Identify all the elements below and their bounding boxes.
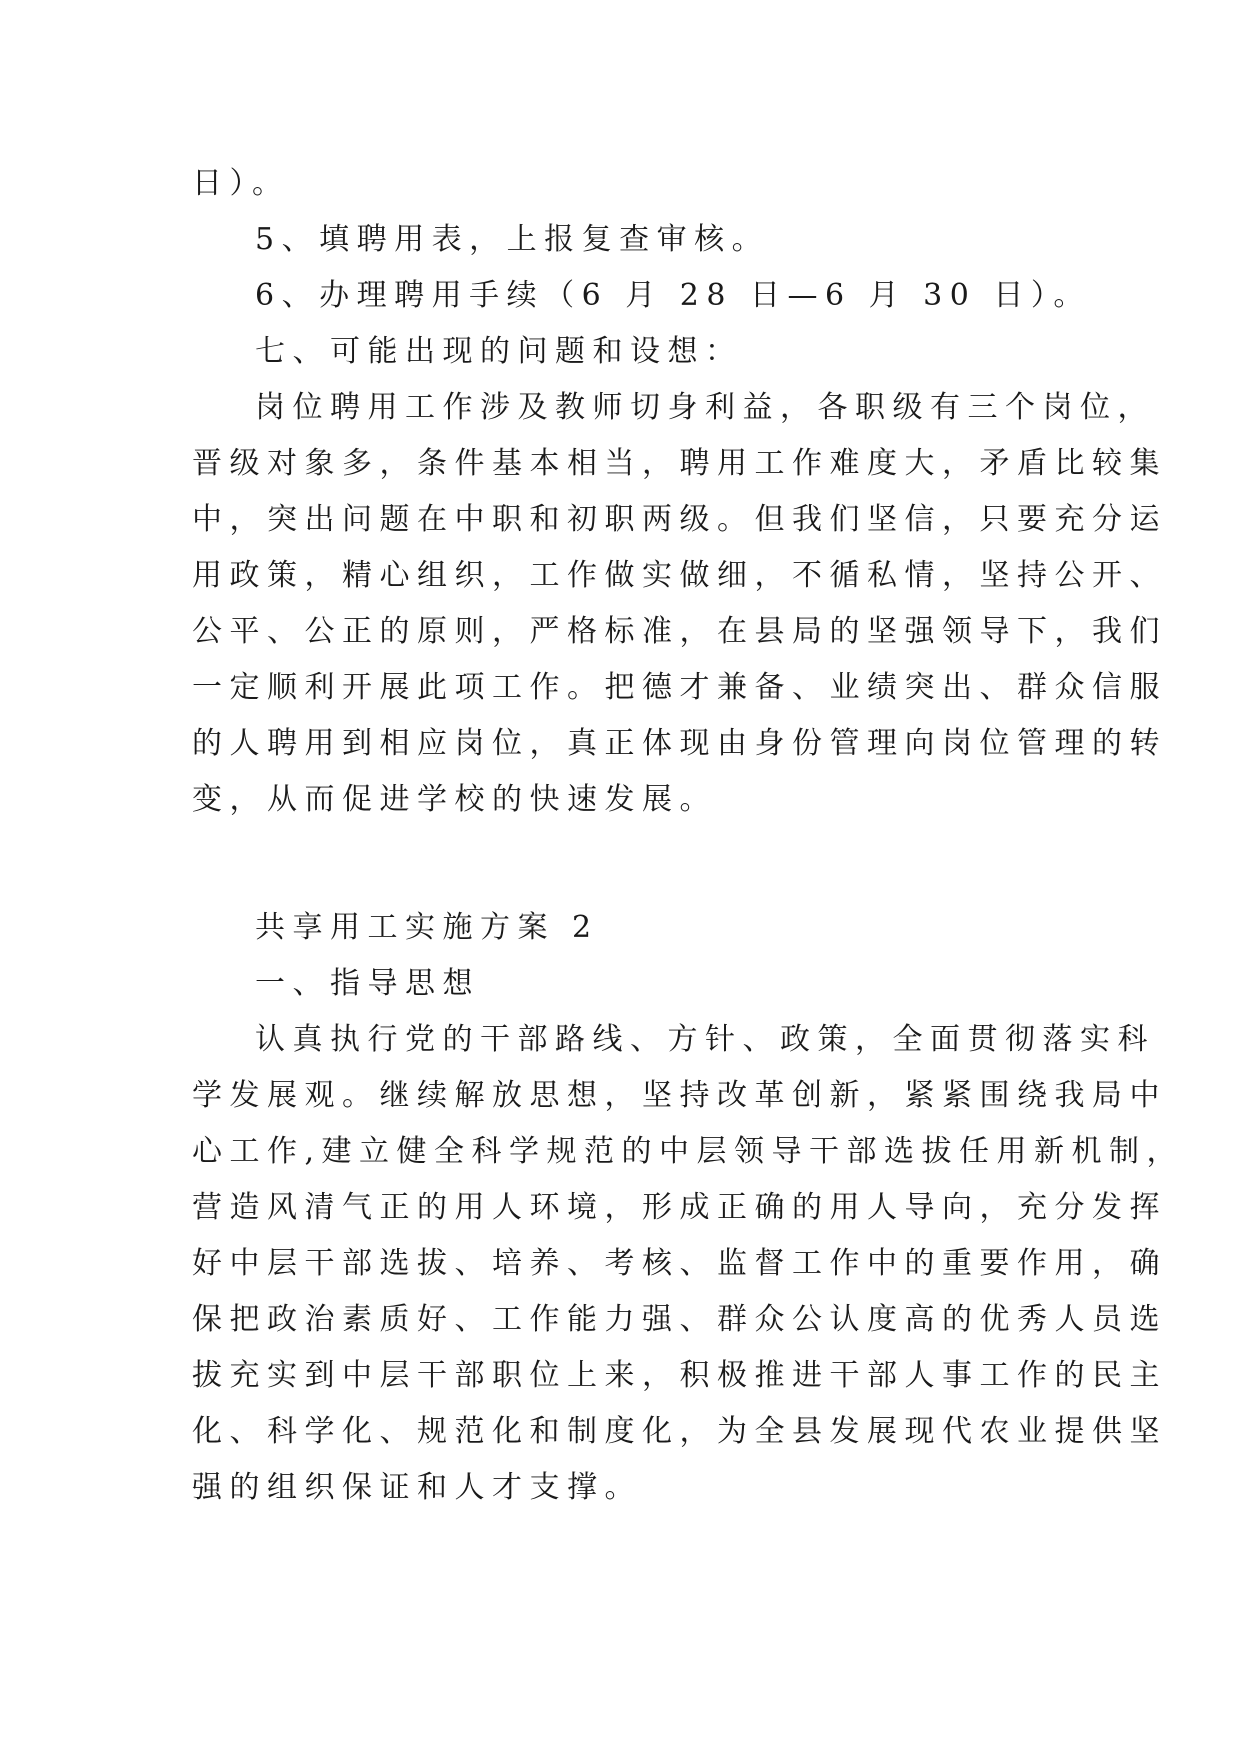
section-heading-1: 一、指导思想 xyxy=(255,966,480,1001)
paragraph-line: 好中层干部选拔、培养、考核、监督工作中的重要作用，确 xyxy=(192,1246,1167,1281)
paragraph-line: 强的组织保证和人才支撑。 xyxy=(192,1470,642,1505)
paragraph-line: 晋级对象多，条件基本相当，聘用工作难度大，矛盾比较集 xyxy=(192,446,1167,481)
step-6: 6、办理聘用手续（6 月 28 日—6 月 30 日）。 xyxy=(255,278,1091,313)
paragraph-line: 用政策，精心组织，工作做实做细，不循私情，坚持公开、 xyxy=(192,558,1167,593)
step-5: 5、填聘用表，上报复查审核。 xyxy=(255,222,770,257)
section-heading-7: 七、可能出现的问题和设想： xyxy=(255,334,743,369)
paragraph-line: 营造风清气正的用人环境，形成正确的用人导向，充分发挥 xyxy=(192,1190,1167,1225)
paragraph-line: 化、科学化、规范化和制度化，为全县发展现代农业提供坚 xyxy=(192,1414,1167,1449)
paragraph-line: 的人聘用到相应岗位，真正体现由身份管理向岗位管理的转 xyxy=(192,726,1167,761)
paragraph-line: 心工作,建立健全科学规范的中层领导干部选拔任用新机制， xyxy=(192,1134,1185,1169)
paragraph-line: 岗位聘用工作涉及教师切身利益，各职级有三个岗位， xyxy=(255,390,1155,425)
paragraph-line: 一定顺利开展此项工作。把德才兼备、业绩突出、群众信服 xyxy=(192,670,1167,705)
paragraph-line: 保把政治素质好、工作能力强、群众公认度高的优秀人员选 xyxy=(192,1302,1167,1337)
continuation-line: 日）。 xyxy=(192,166,290,201)
paragraph-line: 学发展观。继续解放思想，坚持改革创新，紧紧围绕我局中 xyxy=(192,1078,1167,1113)
paragraph-line: 认真执行党的干部路线、方针、政策，全面贯彻落实科 xyxy=(255,1022,1155,1057)
paragraph-line: 变，从而促进学校的快速发展。 xyxy=(192,782,717,817)
paragraph-line: 中，突出问题在中职和初职两级。但我们坚信，只要充分运 xyxy=(192,502,1167,537)
paragraph-line: 拔充实到中层干部职位上来，积极推进干部人事工作的民主 xyxy=(192,1358,1167,1393)
paragraph-line: 公平、公正的原则，严格标准，在县局的坚强领导下，我们 xyxy=(192,614,1167,649)
document-title: 共享用工实施方案 2 xyxy=(255,910,599,945)
